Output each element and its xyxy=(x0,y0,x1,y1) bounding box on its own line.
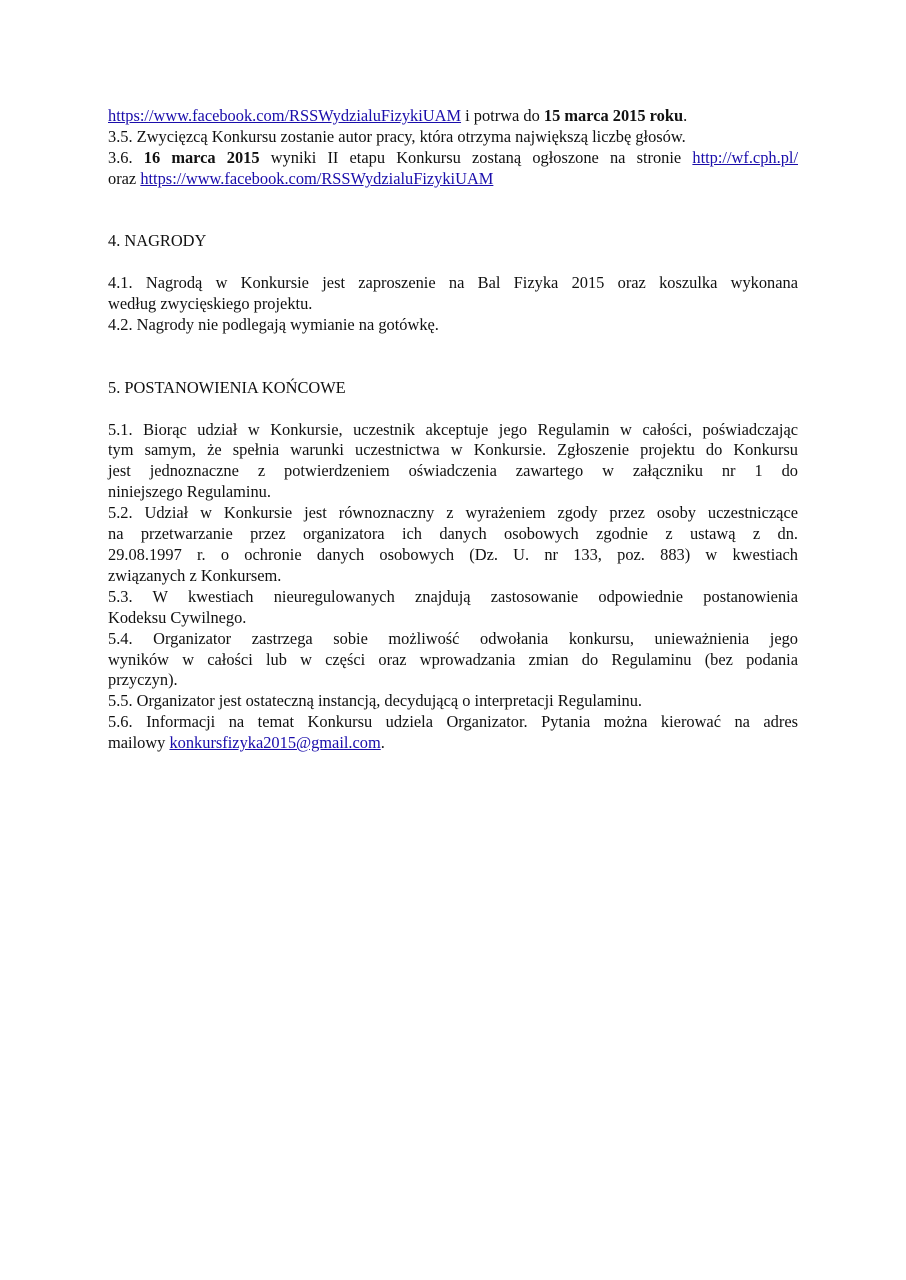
paragraph-5-1-line2: tym samym, że spełnia warunki uczestnictwa w Konkursie. Zgłoszenie projektu do Konkursu xyxy=(108,440,798,460)
paragraph-4-1-line1: 4.1. Nagrodą w Konkursie jest zaproszenie na Bal Fizyka 2015 oraz koszulka wykonana xyxy=(108,273,798,293)
paragraph-5-3-line2: Kodeksu Cywilnego. xyxy=(108,607,247,627)
section-heading-postanowienia: 5. POSTANOWIENIA KOŃCOWE xyxy=(108,377,346,397)
paragraph-5-5: 5.5. Organizator jest ostateczną instancją, decydującą o interpretacji Regulaminu. xyxy=(108,691,643,711)
paragraph-5-6-line2 xyxy=(108,733,798,754)
paragraph-5-1-line1: 5.1. Biorąc udział w Konkursie, uczestnik akceptuje jego Regulamin w całości, poświadczając xyxy=(108,419,798,439)
paragraph-4-1-line2: według zwycięskiego projektu. xyxy=(108,294,313,314)
paragraph-3-5: 3.5. Zwycięzcą Konkursu zostanie autor pracy, która otrzyma największą liczbę głosów. xyxy=(108,126,686,146)
paragraph-5-6-line1: 5.6. Informacji na temat Konkursu udziela Organizator. Pytania można kierować na adres xyxy=(108,712,798,732)
paragraph-3-6-line2 xyxy=(108,169,798,190)
paragraph-3-6-line1 xyxy=(108,148,798,169)
paragraph-5-2-line4: związanych z Konkursem. xyxy=(108,565,282,585)
paragraph-text: . xyxy=(380,733,385,753)
paragraph-text: . xyxy=(683,106,688,125)
paragraph-text: mailowy xyxy=(108,733,170,753)
paragraph-5-3-line1: 5.3. W kwestiach nieuregulowanych znajdują zastosowanie odpowiednie postanowienia xyxy=(108,586,798,606)
paragraph-text: oraz xyxy=(108,168,141,188)
facebook-link[interactable]: https://www.facebook.com/RSSWydzialuFizykiUAM xyxy=(108,106,462,125)
paragraph-5-2-line3: 29.08.1997 r. o ochronie danych osobowych (Dz. U. nr 133, poz. 883) w kwestiach xyxy=(108,544,798,564)
facebook-link[interactable]: https://www.facebook.com/RSSWydzialuFizykiUAM xyxy=(140,168,494,188)
paragraph-number: 3.6. xyxy=(108,147,144,167)
paragraph-5-2-line1: 5.2. Udział w Konkursie jest równoznaczny z wyrażeniem zgody przez osoby uczestniczące xyxy=(108,503,798,523)
paragraph-5-4-line2: wyników w całości lub w części oraz wprowadzania zmian do Regulaminu (bez podania xyxy=(108,649,798,669)
document-page xyxy=(108,106,798,754)
paragraph-5-2-line2: na przetwarzanie przez organizatora ich danych osobowych zgodnie z ustawą z dn. xyxy=(108,524,798,544)
paragraph-5-4-line1: 5.4. Organizator zastrzega sobie możliwość odwołania konkursu, unieważnienia jego xyxy=(108,628,798,648)
paragraph-text: i potrwa do xyxy=(461,106,544,125)
website-link[interactable]: http://wf.cph.pl/ xyxy=(692,147,798,167)
paragraph-3-4-end xyxy=(108,106,798,127)
paragraph-5-4-line3: przyczyn). xyxy=(108,670,178,690)
section-heading-nagrody: 4. NAGRODY xyxy=(108,231,207,251)
paragraph-5-1-line3: jest jednoznaczne z potwierdzeniem oświadczenia zawartego w załączniku nr 1 do xyxy=(108,461,798,481)
paragraph-text: wyniki II etapu Konkursu zostaną ogłoszone na stronie xyxy=(259,147,693,167)
email-link[interactable]: konkursfizyka2015@gmail.com xyxy=(169,733,381,753)
bold-date: 16 marca 2015 xyxy=(143,147,260,167)
bold-date: 15 marca 2015 roku xyxy=(543,106,684,125)
paragraph-5-1-line4: niniejszego Regulaminu. xyxy=(108,482,271,502)
paragraph-4-2: 4.2. Nagrody nie podlegają wymianie na gotówkę. xyxy=(108,315,439,335)
